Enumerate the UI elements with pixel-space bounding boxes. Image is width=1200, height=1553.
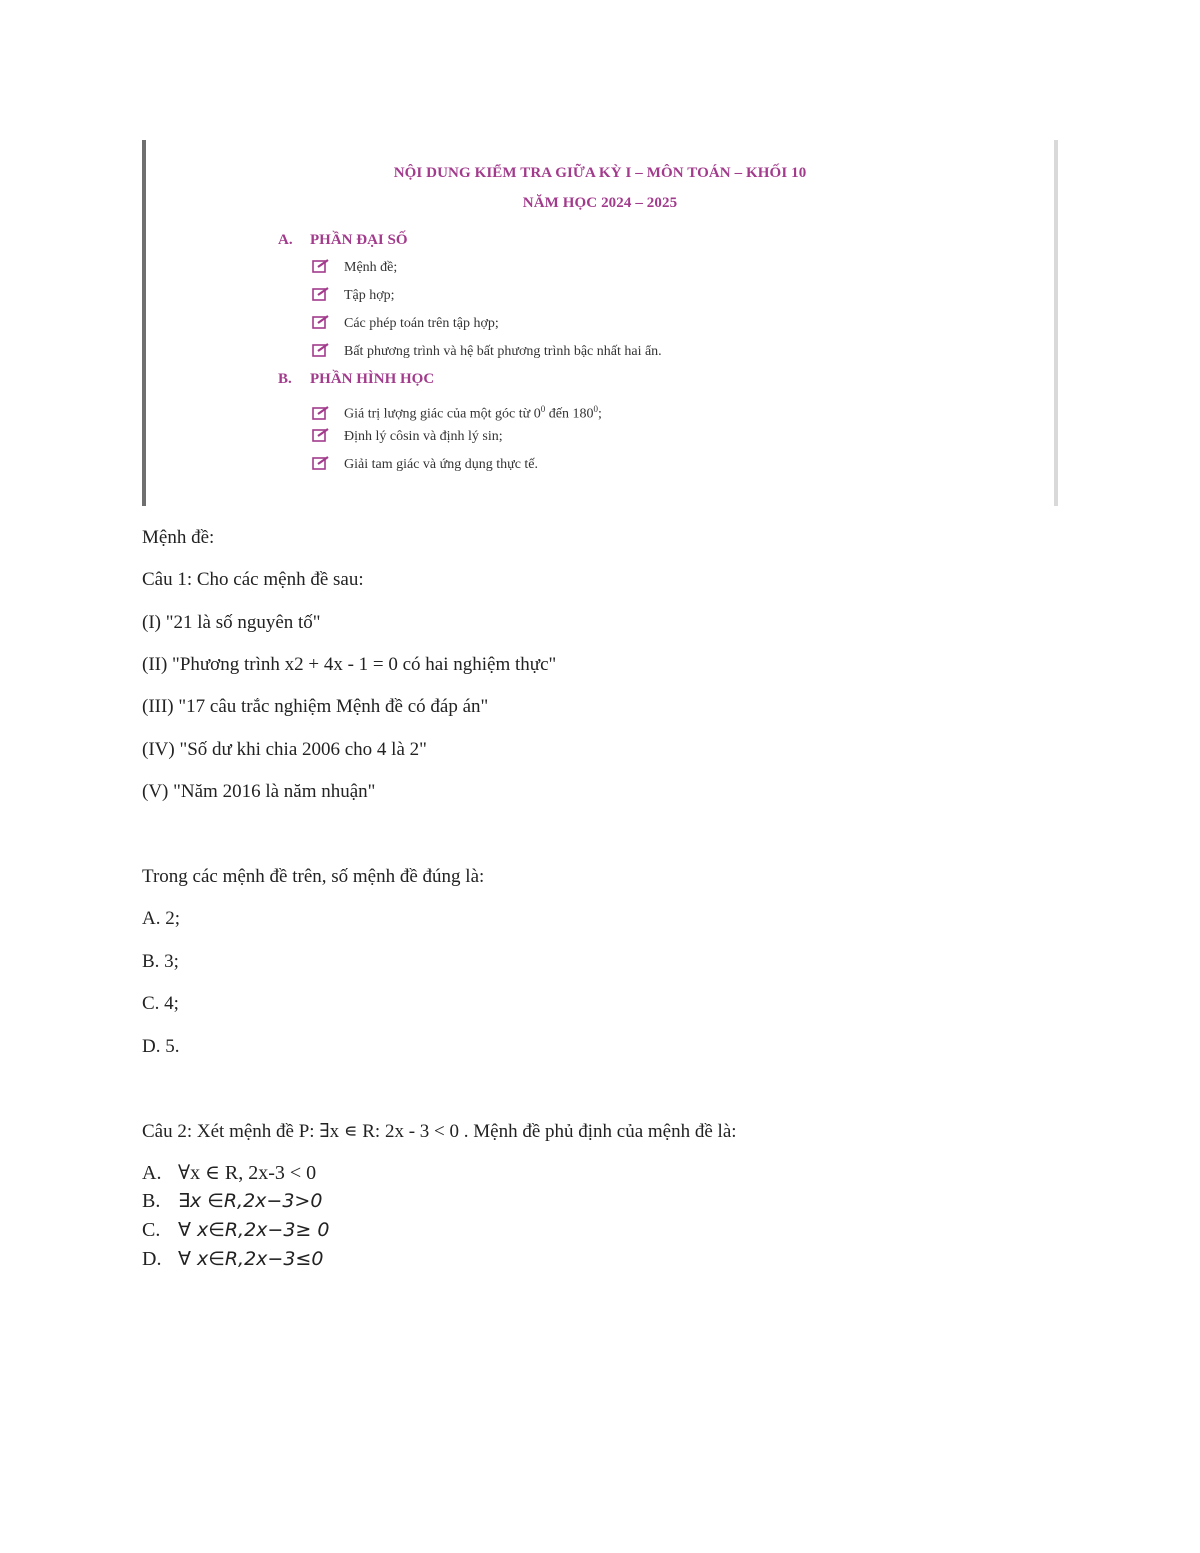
q2-option-c-text: ∀ x∈R,2x−3≥ 0	[178, 1219, 330, 1241]
section-b-item: Giải tam giác và ứng dụng thực tế.	[312, 454, 538, 476]
q2-option-a	[142, 1161, 316, 1185]
section-a-heading	[278, 232, 408, 249]
statement-3: (III) "17 câu trắc nghiệm Mệnh đề có đáp án"	[142, 696, 489, 717]
section-a-item: Mệnh đề;	[312, 257, 397, 279]
edit-check-icon	[312, 406, 330, 420]
syllabus-image	[142, 140, 1058, 506]
q2-option-d	[142, 1247, 323, 1271]
statement-2: (II) "Phương trình x2 + 4x - 1 = 0 có hai nghiệm thực"	[142, 654, 557, 675]
section-b-item: Giá trị lượng giác của một góc từ $0^0$ đến $180^0$;	[312, 398, 602, 420]
q1-option-c: C. 4;	[142, 993, 179, 1014]
q2-option-b	[142, 1189, 322, 1213]
statement-4: (IV) "Số dư khi chia 2006 cho 4 là 2"	[142, 739, 427, 760]
edit-check-icon	[312, 287, 330, 301]
q2-option-b-text: ∃x ∈R,2x−3>0	[178, 1190, 323, 1212]
edit-check-icon	[312, 315, 330, 329]
q1-option-a: A. 2;	[142, 908, 180, 929]
section-b-title: PHẦN HÌNH HỌC	[310, 371, 435, 387]
q2-option-c-label: C.	[142, 1219, 161, 1241]
section-a-letter: A.	[278, 232, 293, 248]
q1-option-b: B. 3;	[142, 951, 179, 972]
syllabus-subtitle: NĂM HỌC 2024 – 2025	[522, 195, 678, 211]
syllabus-title: NỘI DUNG KIỂM TRA GIỮA KỲ I – MÔN TOÁN – KHỐI 10	[393, 165, 807, 181]
q1-option-d: D. 5.	[142, 1036, 180, 1057]
q2-option-b-label: B.	[142, 1190, 161, 1212]
edit-check-icon	[312, 259, 330, 273]
q2-option-a-label: A.	[142, 1162, 162, 1184]
q2-option-d-label: D.	[142, 1248, 162, 1270]
question-2-stem: Câu 2: Xét mệnh đề P: ∃x ∊ R: 2x - 3 < 0 . Mệnh đề phủ định của mệnh đề là:	[142, 1121, 737, 1142]
question-1-stem: Câu 1: Cho các mệnh đề sau:	[142, 569, 364, 590]
edit-check-icon	[312, 456, 330, 470]
section-b-heading	[278, 371, 434, 388]
section-a-item: Bất phương trình và hệ bất phương trình bậc nhất hai ẩn.	[312, 341, 662, 363]
edit-check-icon	[312, 343, 330, 357]
edit-check-icon	[312, 428, 330, 442]
question-1-prompt: Trong các mệnh đề trên, số mệnh đề đúng là:	[142, 866, 485, 887]
q2-option-c	[142, 1218, 329, 1242]
section-b-item: Định lý côsin và định lý sin;	[312, 426, 503, 448]
section-b-letter: B.	[278, 371, 292, 387]
section-a-item: Các phép toán trên tập hợp;	[312, 313, 499, 335]
section-a-title: PHẦN ĐẠI SỐ	[310, 232, 408, 248]
statement-1: (I) "21 là số nguyên tố"	[142, 612, 321, 633]
q2-option-d-text: ∀ x∈R,2x−3≤0	[178, 1248, 324, 1270]
section-heading: Mệnh đề:	[142, 527, 215, 548]
section-a-item: Tập hợp;	[312, 285, 395, 307]
statement-5: (V) "Năm 2016 là năm nhuận"	[142, 781, 376, 802]
q2-option-a-text: ∀x ∈ R, 2x-3 < 0	[178, 1162, 317, 1184]
